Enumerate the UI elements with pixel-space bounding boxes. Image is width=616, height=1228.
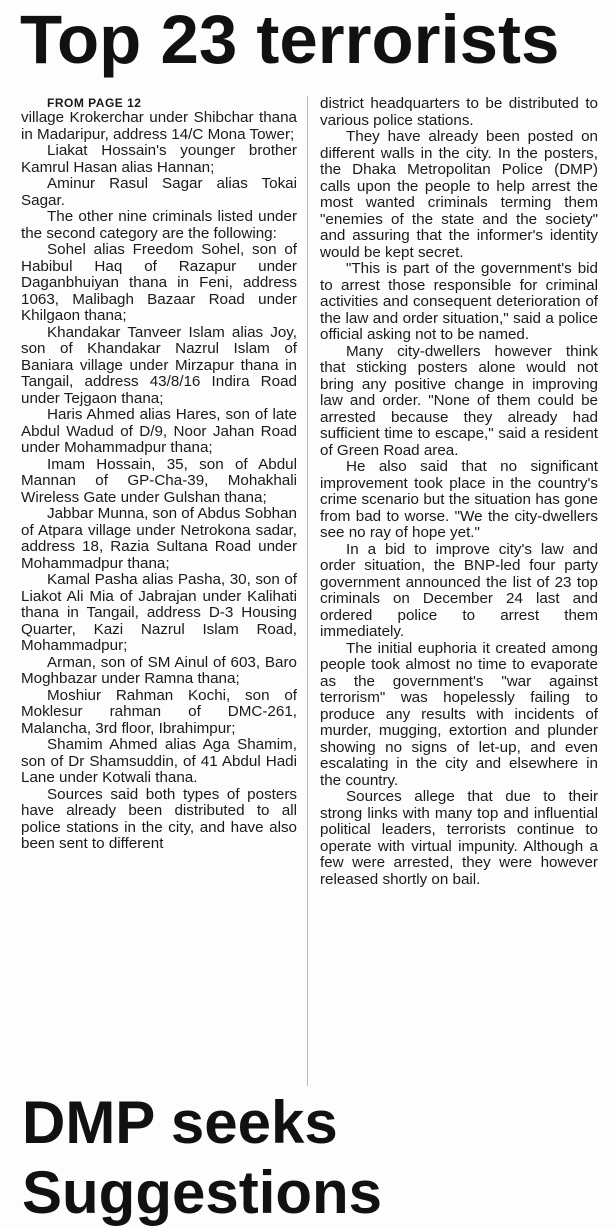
left-column — [21, 96, 297, 853]
paragraph: Khandakar Tanveer Islam alias Joy, son of Khandakar Nazrul Islam of Baniara village under Mirzapur thana in Tangail, address 43/8/16 Indira Road under Tejgaon thana; — [21, 323, 297, 407]
paragraph: Arman, son of SM Ainul of 603, Baro Moghbazar under Ramna thana; — [21, 653, 297, 687]
paragraph: Liakat Hossain's younger brother Kamrul Hasan alias Hannan; — [21, 142, 297, 176]
jump-line: FROM PAGE 12 — [47, 96, 142, 110]
next-article-headline: DMP seeks Suggestions — [22, 1089, 383, 1226]
paragraph: Jabbar Munna, son of Abdus Sobhan of Atpara village under Netrokona sadar, address 18, Razia Sultana Road under Mohammadpur thana; — [21, 505, 297, 572]
paragraph: In a bid to improve city's law and order situation, the BNP-led four party government announced the list of 23 top criminals on December 24 last and ordered police to arrest them immediately. — [320, 540, 598, 640]
paragraph: Shamim Ahmed alias Aga Shamim, son of Dr Shamsuddin, of 41 Abdul Hadi Lane under Kotwali thana. — [21, 736, 297, 786]
paragraph: They have already been posted on different walls in the city. In the posters, the Dhaka Metropolitan Police (DMP) calls upon the people to help arrest the most wanted criminals terming them "enemies of the state and the society" and assuring that the informer's identity would be kept secret. — [320, 128, 598, 261]
column-divider — [307, 96, 308, 1086]
right-column — [320, 96, 598, 888]
paragraph: Sources said both types of posters have already been distributed to all police stations in the city, and have also been sent to different — [21, 785, 297, 852]
paragraph: Haris Ahmed alias Hares, son of late Abdul Wadud of D/9, Noor Jahan Road under Mohammadpur thana; — [21, 406, 297, 456]
paragraph: Imam Hossain, 35, son of Abdul Mannan of GP-Cha-39, Mohakhali Wireless Gate under Gulshan thana; — [21, 455, 297, 506]
paragraph: district headquarters to be distributed to various police stations. — [320, 95, 598, 129]
headline: Top 23 terrorists — [20, 1, 560, 78]
paragraph: village Krokerchar under Shibchar thana in Madaripur, address 14/C Mona Tower; — [21, 109, 297, 143]
paragraph: Aminur Rasul Sagar alias Tokai Sagar. — [21, 175, 297, 209]
paragraph: Moshiur Rahman Kochi, son of Moklesur rahman of DMC-261, Malancha, 3rd floor, Ibrahimpur; — [21, 686, 297, 737]
paragraph: He also said that no significant improvement took place in the country's crime scenario but the situation has gone from bad to worse. "We the city-dwellers see no ray of hope yet." — [320, 458, 598, 541]
paragraph: Sources allege that due to their strong links with many top and influential political leaders, terrorists continue to operate with virtual impunity. Although a few were arrested, they were however released shortly on bail. — [320, 788, 598, 888]
paragraph: Kamal Pasha alias Pasha, 30, son of Liakot Ali Mia of Jabrajan under Kalihati thana in Tangail, address D-3 Housing Quarter, Kazi Nazrul Islam Road, Mohammadpur; — [21, 571, 297, 654]
paragraph: Sohel alias Freedom Sohel, son of Habibul Haq of Razapur under Daganbhuiyan thana in Feni, address 1063, Malibagh Bazaar Road under Khilgaon thana; — [21, 241, 297, 324]
paragraph: Many city-dwellers however think that sticking posters alone would not bring any positive change in improving law and order. "None of them could be arrested because they already had sufficient time to escape," said a resident of Green Road area. — [320, 342, 598, 459]
paragraph: The initial euphoria it created among people took almost no time to evaporate as the government's "war against terrorism" was hopelessly failing to produce any results with incidents of murder, mugging, extortion and plunder showing no signs of let-up, and even escalating in the city and elsewhere in the country. — [320, 639, 598, 789]
paragraph: "This is part of the government's bid to arrest those responsible for criminal activities and consequent deterioration of the law and order situation," said a police official asking not to be named. — [320, 260, 598, 343]
paragraph: The other nine criminals listed under the second category are the following: — [21, 208, 297, 242]
